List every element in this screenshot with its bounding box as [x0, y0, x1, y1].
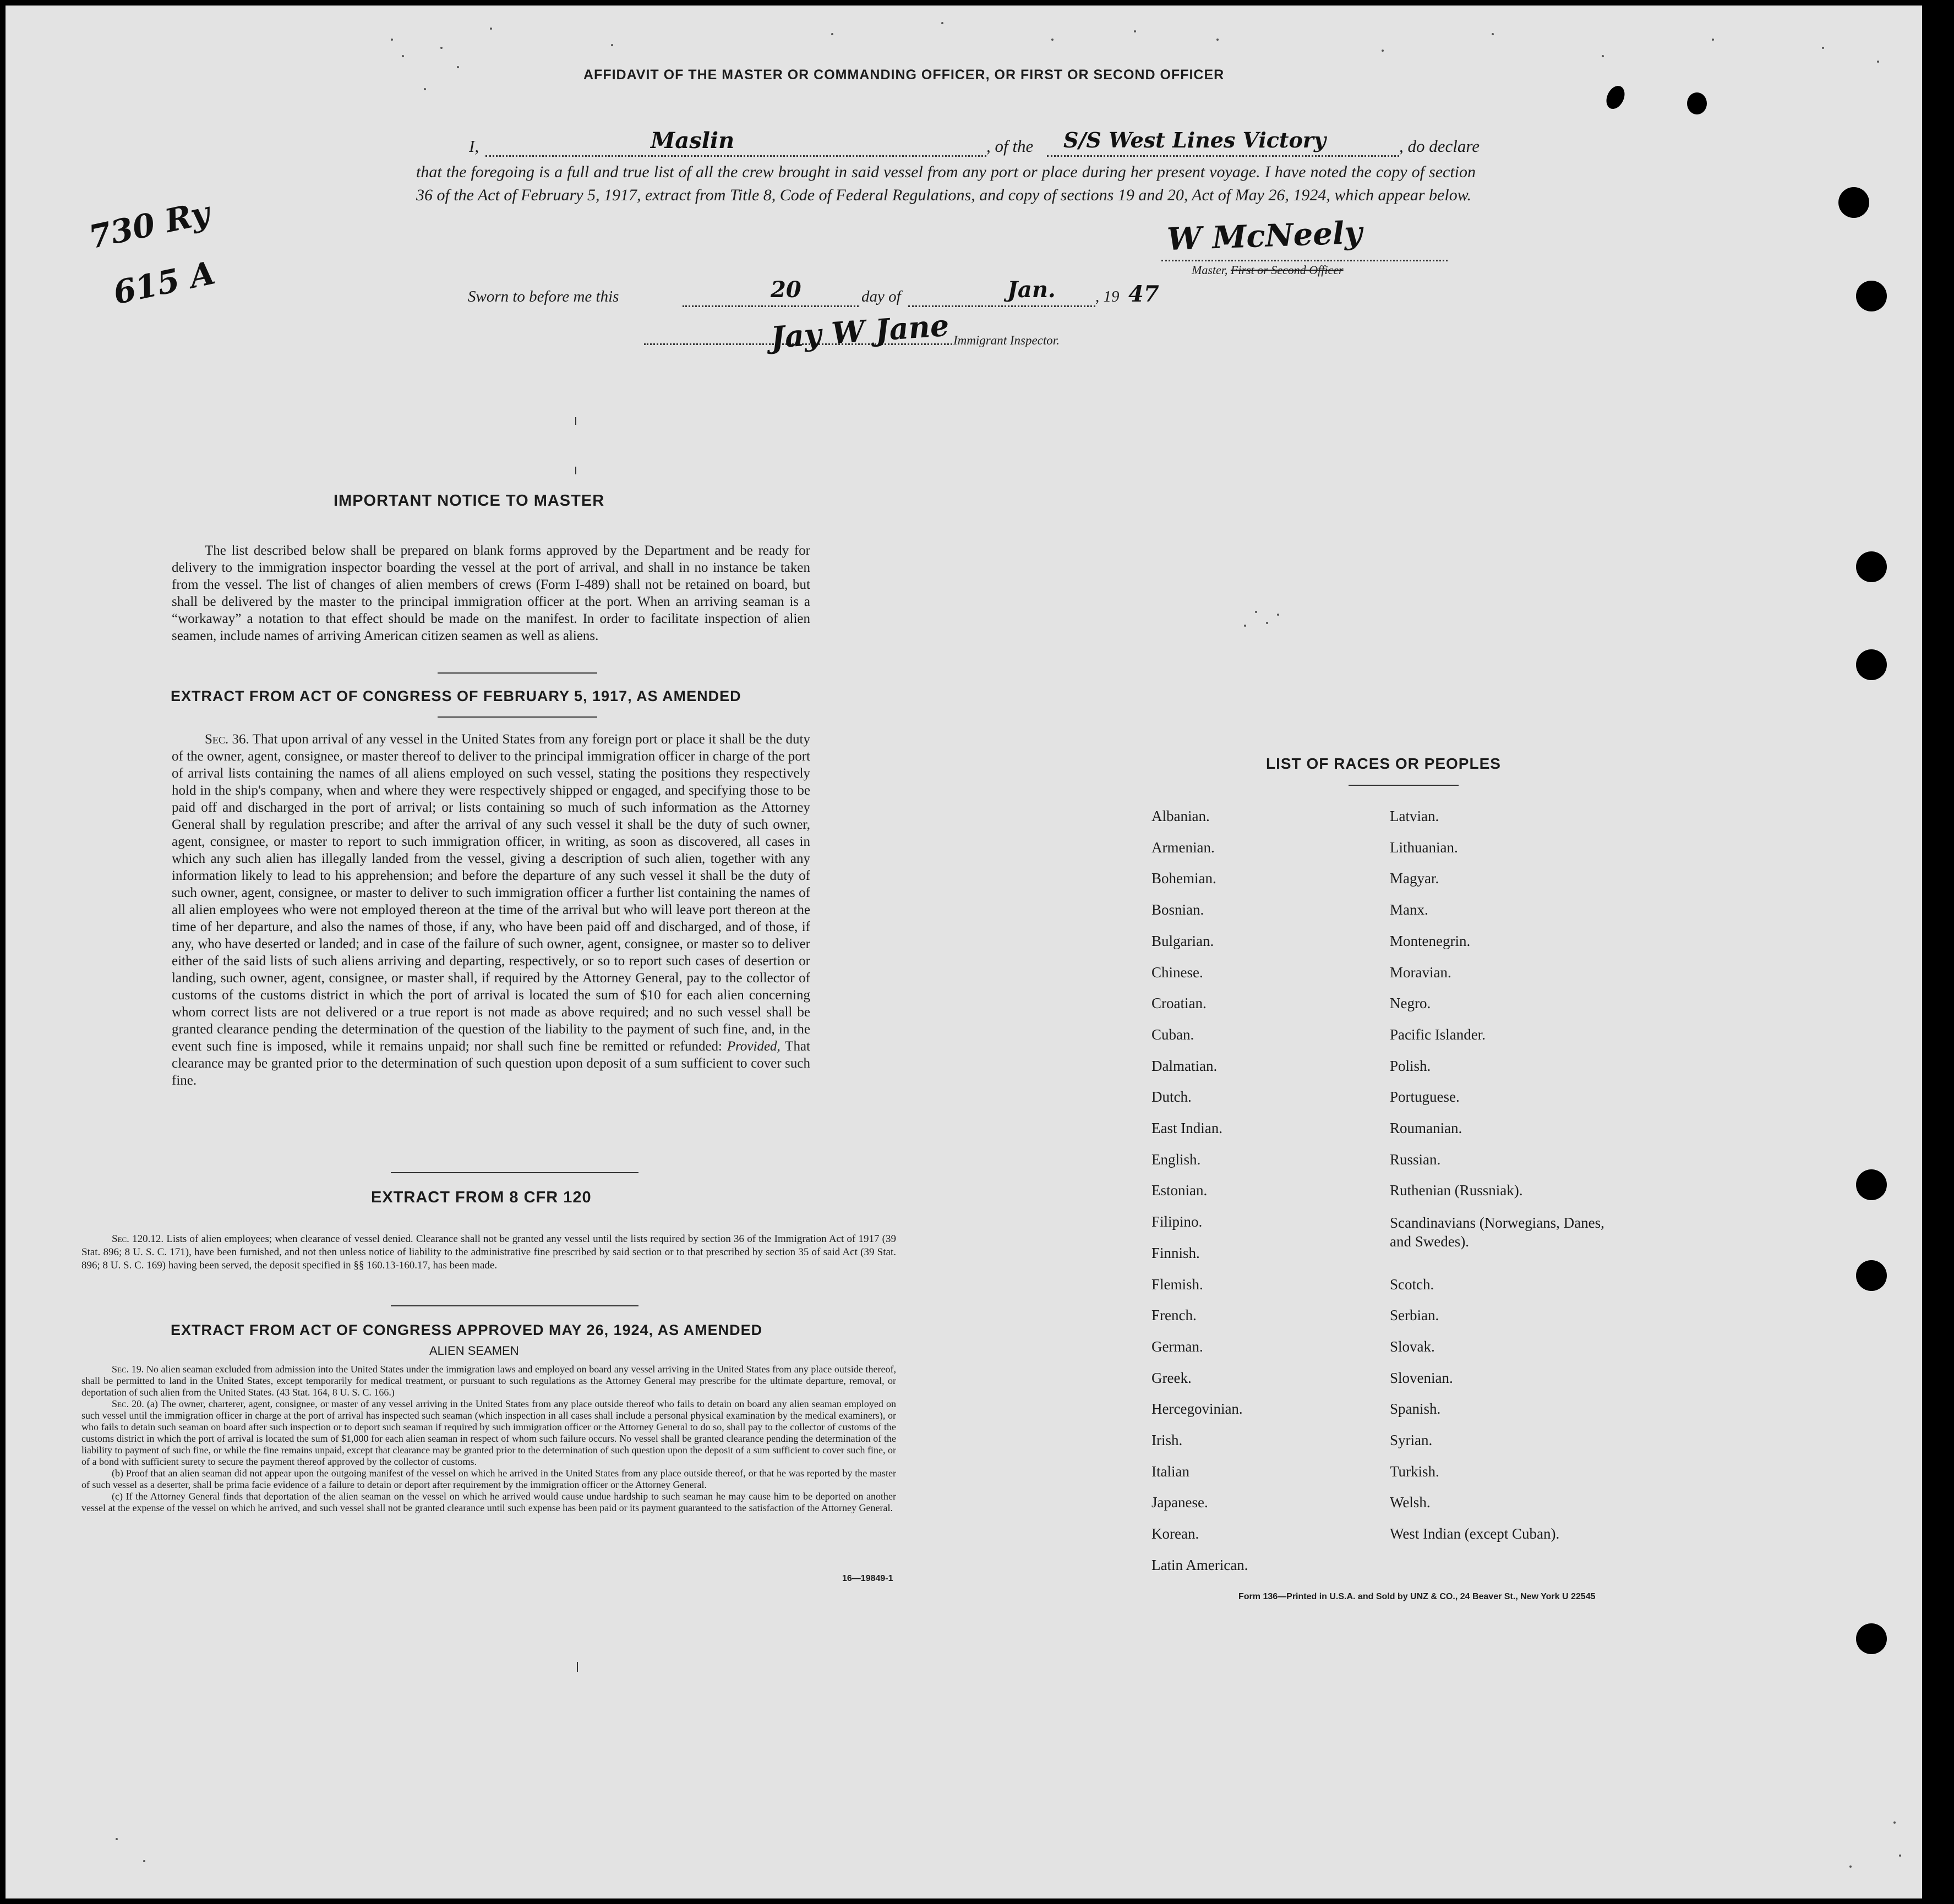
race-left-item: Dutch.	[1151, 1088, 1192, 1106]
race-right-item: Montenegrin.	[1390, 932, 1471, 949]
inspector-signature: Jay W Jane	[769, 307, 951, 355]
paper-speck	[1712, 39, 1714, 41]
race-left-item: Latin American.	[1151, 1556, 1248, 1573]
divider-2	[438, 716, 597, 718]
paper-speck	[831, 33, 833, 35]
act-1917-provided-text: That clearance may be granted prior to the determination of such question upon deposit of a sum sufficient to cover such fine.	[172, 1039, 810, 1088]
paper-speck	[457, 66, 459, 68]
race-right-item: Scandinavians (Norwegians, Danes, and Swedes).	[1390, 1214, 1604, 1250]
paper-speck	[1877, 61, 1879, 63]
act-1924-title: EXTRACT FROM ACT OF CONGRESS APPROVED MAY 26, 1924, AS AMENDED	[171, 1322, 763, 1338]
declaration-line	[469, 128, 1480, 164]
paper-speck	[1277, 614, 1279, 616]
binder-hole-3	[1856, 551, 1887, 582]
races-divider	[1349, 785, 1459, 786]
paper-speck	[1849, 1865, 1852, 1868]
paper-speck	[116, 1838, 118, 1840]
paper-speck	[941, 22, 943, 24]
act-1917-text	[172, 731, 810, 1089]
year-handwritten: 47	[1128, 281, 1159, 307]
race-right-item: Spanish.	[1390, 1400, 1441, 1418]
divider-3	[391, 1172, 638, 1173]
paper-speck	[1602, 55, 1604, 57]
race-left-item: German.	[1151, 1338, 1203, 1355]
master-signature: W McNeely	[1166, 214, 1363, 258]
sec-20a-body: (a) The owner, charterer, agent, consignee, or master of any vessel arriving in the United States from any place outside thereof who fails to detain on board any alien seaman employed on such vessel until the immigration officer in charge at the port of arrival has inspected such seaman (which inspection in all cases shall include a personal physical examination by the medical examiners), or who fails to detain such seaman on board after such inspection or to deport such seaman if required by such immigration officer or the Attorney General to do so, shall pay to the collector of customs of the customs district in which the port of arrival is located the sum of $1,000 for each alien seaman in respect of whom such failure occurs. No vessel shall be granted clearance pending the determination of the liability to payment of such fine, or while the fine remains unpaid, except that clearance may be granted prior to the determination of such question upon the deposit of a sum sufficient to cover such fine, or of a bond with sufficient surety to secure the payment thereof approved by the collector of customs.	[81, 1398, 896, 1467]
race-right-item: Magyar.	[1390, 870, 1439, 887]
paper-speck	[1893, 1821, 1896, 1824]
paper-speck	[391, 39, 393, 41]
binder-hole-2	[1856, 281, 1887, 311]
race-right-item: Portuguese.	[1390, 1088, 1460, 1106]
race-right-item: Slovenian.	[1390, 1369, 1453, 1386]
race-left-item: Finnish.	[1151, 1244, 1200, 1261]
act-1917-body: That upon arrival of any vessel in the United States from any foreign port or place it shall be the duty of the owner, agent, consignee, or master thereof to deliver to the principal immigration officer in charge of the port of arrival lists containing the names of all aliens employed on such vessel, stating the positions they respectively hold in the ship's company, when and where they were respectively shipped or engaged, and specifying those to be paid off and discharged in the port of arrival; or lists containing so much of such information as the Attorney General shall by regulation prescribe; and after the arrival of any such vessel it shall be the duty of such owner, agent, consignee, or master to report to such immigration officer, in writing, as soon as discovered, all cases in which any such alien has illegally landed from the vessel, giving a description of such alien, together with any information likely to lead to his apprehension; and before the departure of any such vessel it shall be the duty of such owner, agent, consignee, or master to deliver to such immigration officer a further list containing the names of all alien employees who were not employed thereon at the time of the arrival but who will leave port thereon at the time of her departure, and also the names of those, if any, who have been paid off and discharged, and of those, if any, who have deserted or landed; and in case of the failure of such owner, agent, consignee, or master so to deliver either of the said lists of such aliens arriving and departing, respectively, or so to report such cases of desertion or landing, such owner, agent, consignee, or master shall, if required by the Attorney General, pay to the collector of customs of the customs district in which the port of arrival is located the sum of $10 for each alien concerning whom correct lists are not delivered or a true report is not made as above required; and no such vessel shall be granted clearance pending the determination of the question of the liability to the payment of such fine, and, in the event such fine is imposed, while it remains unpaid; nor shall such fine be remitted or refunded:	[172, 732, 810, 1054]
race-left-item: Dalmatian.	[1151, 1057, 1218, 1074]
cfr-sec-label: Sec. 120.12.	[112, 1233, 164, 1245]
vessel-handwritten: S/S West Lines Victory	[1063, 128, 1326, 152]
label-of-the: , of the	[986, 136, 1034, 156]
paper-speck	[402, 55, 404, 57]
race-right-item: Turkish.	[1390, 1463, 1439, 1480]
act-1924-code: 16—19849-1	[842, 1574, 893, 1583]
center-tick-3	[577, 1662, 578, 1672]
race-left-item: Estonian.	[1151, 1182, 1208, 1199]
race-left-item: Filipino.	[1151, 1213, 1203, 1230]
race-right-item: Manx.	[1390, 901, 1428, 918]
month-handwritten: Jan.	[1007, 277, 1056, 303]
race-left-item: Italian	[1151, 1463, 1189, 1480]
race-right-item: Pacific Islander.	[1390, 1026, 1486, 1043]
act-1924-text	[81, 1364, 896, 1514]
race-left-item: Greek.	[1151, 1369, 1192, 1386]
binder-hole-5	[1856, 1169, 1887, 1200]
race-left-item: Croatian.	[1151, 995, 1207, 1012]
paper-speck	[424, 88, 426, 90]
month-field	[908, 277, 1095, 307]
label-day-of: day of	[861, 288, 901, 305]
cfr-body: Lists of alien employees; when clearance of vessel denied. Clearance shall not be granted any vessel until the lists required by section 36 of the Immigration Act of 1917 (39 Stat. 896; 8 U. S. C. 171), have been furnished, and not then unless notice of liability to the administrative fine prescribed by said section or to that prescribed by section 35 of said Act (39 Stat. 896; 8 U. S. C. 169) having been served, the deposit specified in §§ 160.13-160.17, has been made.	[81, 1233, 896, 1271]
margin-note-2: 615 A	[110, 254, 219, 312]
paper-speck	[490, 28, 492, 30]
race-left-item: Cuban.	[1151, 1026, 1194, 1043]
binder-hole-6	[1856, 1260, 1887, 1291]
master-name-field	[485, 128, 986, 157]
race-left-item: Bulgarian.	[1151, 932, 1214, 949]
race-right-item: Welsh.	[1390, 1494, 1431, 1511]
cfr-text	[81, 1233, 896, 1272]
race-right-item: Serbian.	[1390, 1307, 1439, 1324]
divider-4	[391, 1305, 638, 1306]
paper-speck	[1134, 30, 1136, 32]
sec-20b: (b) Proof that an alien seaman did not appear upon the outgoing manifest of the vessel on which he arrived in the United States from any place outside thereof, or that he was reported by the master of such vessel as a deserter, shall be prima facie evidence of a failure to detain or deport after requirement by the immigration officer or the Attorney General.	[81, 1468, 896, 1490]
binder-hole-4	[1856, 649, 1887, 680]
race-left-item: Korean.	[1151, 1525, 1199, 1542]
paper-speck	[1244, 625, 1246, 627]
label-i: I,	[469, 136, 479, 156]
master-caption-kept: Master,	[1192, 263, 1228, 277]
master-caption-struck: First or Second Officer	[1230, 263, 1344, 277]
sec-20a	[81, 1398, 896, 1468]
master-name-handwritten: Maslin	[651, 128, 735, 154]
paper-speck	[1255, 611, 1257, 613]
sec-19-label: Sec. 19.	[112, 1364, 144, 1375]
sec-20c: (c) If the Attorney General finds that deportation of the alien seaman on the vessel on which he arrived would cause undue hardship to such seaman he may cause him to be deported on another vessel at the expense of the vessel on which he arrived, and such vessel shall not be granted clearance until such expense has been paid or its payment guaranteed to the satisfaction of the Attorney General.	[81, 1491, 896, 1513]
paper-speck	[1266, 622, 1268, 624]
day-handwritten: 20	[771, 277, 801, 303]
race-right-item: Latvian.	[1390, 808, 1439, 824]
sworn-line	[468, 277, 1183, 316]
race-right-item: Polish.	[1390, 1057, 1431, 1074]
affidavit-body: that the foregoing is a full and true list of all the crew brought in said vessel from any port or place during her present voyage. I have noted the copy of section 36 of the Act of February 5, 1917, extract from Title 8, Code of Federal Regulations, and copy of sections 19 and 20, Act of May 26, 1924, which appear below.	[416, 163, 1476, 204]
race-right-item: Lithuanian.	[1390, 839, 1458, 856]
sec-20-label: Sec. 20.	[112, 1398, 144, 1409]
label-do-declare: , do declare	[1399, 136, 1480, 156]
divider-1	[438, 672, 597, 674]
act-1917-sec-label: Sec. 36.	[205, 732, 249, 747]
race-right-item: Negro.	[1390, 995, 1431, 1012]
paper-speck	[1216, 39, 1219, 41]
binder-hole-1	[1838, 187, 1869, 218]
paper-speck	[611, 44, 613, 46]
paper-speck	[143, 1860, 145, 1862]
race-left-item: East Indian.	[1151, 1120, 1222, 1136]
race-left-item: Albanian.	[1151, 808, 1210, 824]
paper-speck	[1899, 1854, 1901, 1857]
punch-mark-2	[1687, 92, 1707, 114]
margin-note-1: 730 Ry	[85, 194, 213, 256]
center-tick-1	[575, 417, 576, 425]
inspector-caption: Immigrant Inspector.	[953, 333, 1060, 347]
race-left-item: Chinese.	[1151, 964, 1203, 981]
race-right-item: Moravian.	[1390, 964, 1451, 981]
race-right-item: West Indian (except Cuban).	[1390, 1525, 1560, 1542]
paper-speck	[1382, 50, 1384, 52]
label-sworn: Sworn to before me this	[468, 288, 619, 305]
master-caption	[1192, 263, 1344, 277]
race-right-item: Ruthenian (Russniak).	[1390, 1182, 1523, 1199]
race-left-item: French.	[1151, 1307, 1197, 1324]
notice-title: IMPORTANT NOTICE TO MASTER	[334, 492, 605, 510]
label-year: , 19	[1095, 288, 1120, 305]
affidavit-title: AFFIDAVIT OF THE MASTER OR COMMANDING OFFICER, OR FIRST OR SECOND OFFICER	[583, 67, 1225, 83]
race-right-item: Russian.	[1390, 1151, 1441, 1168]
paper-speck	[440, 47, 443, 49]
master-signature-line	[1161, 259, 1448, 261]
race-left-item: English.	[1151, 1151, 1201, 1168]
binder-hole-7	[1856, 1623, 1887, 1654]
race-left-item: Bosnian.	[1151, 901, 1204, 918]
races-title: LIST OF RACES OR PEOPLES	[1266, 755, 1501, 772]
act-1917-title: EXTRACT FROM ACT OF CONGRESS OF FEBRUARY 5, 1917, AS AMENDED	[171, 688, 741, 704]
day-field	[683, 277, 859, 307]
race-right-item: Scotch.	[1390, 1276, 1434, 1293]
form-footer: Form 136—Printed in U.S.A. and Sold by UNZ & CO., 24 Beaver St., New York U 22545	[1238, 1592, 1596, 1601]
sec-19-body: No alien seaman excluded from admission into the United States under the immigration laws and employed on board any vessel arriving in the United States from any place outside thereof, shall be permitted to land in the United States, except temporarily for medical treatment, or pursuant to such regulations as the Attorney General may prescribe for the ultimate departure, removal, or deportation of such alien from the United States. (43 Stat. 164, 8 U. S. C. 166.)	[81, 1364, 897, 1398]
act-1917-provided-label: Provided,	[727, 1039, 780, 1054]
cfr-title: EXTRACT FROM 8 CFR 120	[371, 1189, 592, 1206]
race-left-item: Hercegovinian.	[1151, 1400, 1243, 1418]
paper-speck	[1822, 47, 1824, 49]
notice-text: The list described below shall be prepared on blank forms approved by the Department and be ready for delivery to the immigration inspector boarding the vessel at the port of arrival, and shall in no instance be taken from the vessel. The list of changes of alien members of crews (Form I-489) shall not be retained on board, but shall be delivered by the master to the principal immigration officer at the port. When an arriving seaman is a “workaway” a notation to that effect should be made on the manifest. In order to facilitate inspection of alien seamen, include names of arriving American citizen seamen as well as aliens.	[172, 543, 810, 643]
act-1924-subtitle: ALIEN SEAMEN	[429, 1344, 519, 1358]
race-left-item: Bohemian.	[1151, 870, 1216, 887]
race-left-item: Armenian.	[1151, 839, 1215, 856]
paper-speck	[1492, 33, 1494, 35]
race-right-item: Roumanian.	[1390, 1120, 1462, 1136]
sec-19	[81, 1364, 896, 1398]
race-left-item: Flemish.	[1151, 1276, 1203, 1293]
vessel-field	[1047, 128, 1399, 157]
race-right-item: Syrian.	[1390, 1432, 1433, 1448]
race-left-item: Irish.	[1151, 1432, 1183, 1448]
document-page	[6, 6, 1922, 1898]
center-tick-2	[575, 467, 576, 474]
paper-speck	[1051, 39, 1054, 41]
race-right-item: Slovak.	[1390, 1338, 1435, 1355]
race-left-item: Japanese.	[1151, 1494, 1208, 1511]
